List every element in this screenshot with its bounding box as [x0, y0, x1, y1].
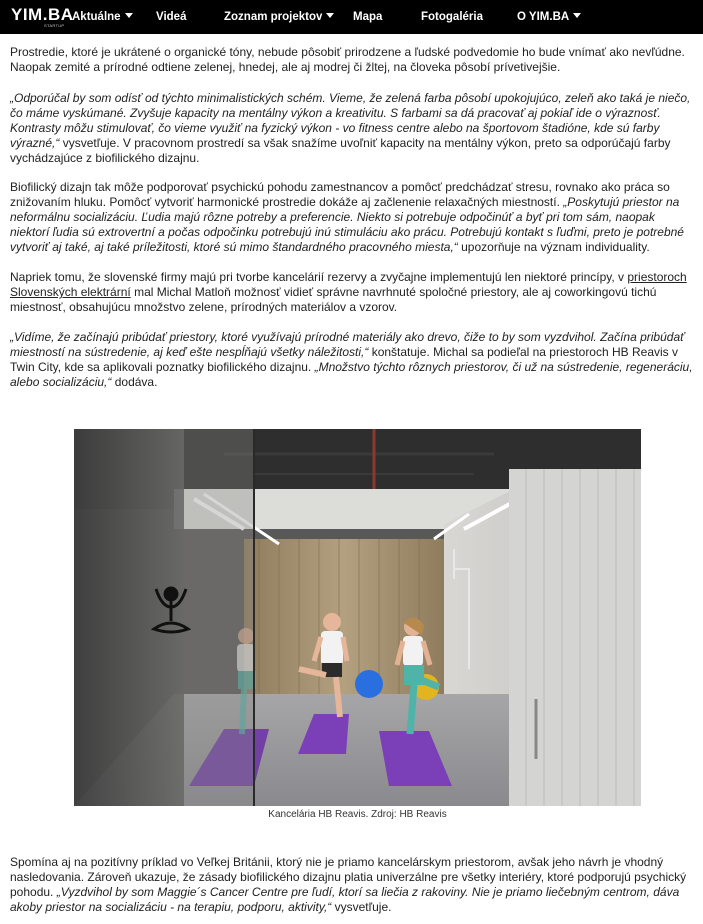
article-paragraph	[10, 180, 693, 255]
nav-item-label: Aktuálne	[72, 11, 121, 23]
paragraph-text: konštatuje. Michal sa podieľal na priestoroch HB Reavis v Twin City, kde sa aplikovali poznatky biofilického dizajnu.	[10, 345, 679, 374]
paragraph-text: Napriek tomu, že slovenské firmy majú pri tvorbe kancelárií rezervy a zvyčajne implementujú len niektoré princípy, v	[10, 270, 628, 284]
article-link[interactable]: priestoroch Slovenských elektrární	[10, 270, 687, 299]
nav-item-label: Mapa	[353, 11, 383, 23]
article-paragraph	[10, 45, 693, 75]
article-paragraph	[10, 270, 693, 315]
paragraph-text: upozorňuje na význam individuality.	[457, 240, 650, 254]
site-logo[interactable]: YIM.BA	[11, 5, 74, 24]
chevron-down-icon	[573, 13, 581, 18]
article-photo	[74, 429, 641, 806]
paragraph-text: mal Michal Matloň možnosť vidieť správne navrhnuté spoločné priestory, ale aj coworkingovú tichú miestnosť, obsahujúcu množstvo zelene, prírodných materiálov a vzorov.	[10, 285, 657, 314]
photo-caption: Kancelária HB Reavis. Zdroj: HB Reavis	[268, 809, 447, 820]
article-paragraph	[10, 855, 693, 915]
logo-tagline: STARTUP	[44, 23, 65, 28]
nav-item-mapa[interactable]	[353, 0, 382, 34]
nav-item-videa[interactable]	[156, 0, 186, 34]
paragraph-text: dodáva.	[111, 375, 158, 389]
paragraph-text: Spomína aj na pozitívny príklad vo Veľkej Británii, ktorý nie je priamo kancelárskym priestorom, avšak jeho návrh je vhodný nasledovania. Zároveň ukazuje, že zásady biofilického dizajnu platia univerzálne pre všetky interiéry, ktoré podporujú psychický pohodu.	[10, 855, 687, 899]
quote-text: „Poskytujú priestor na neformálnu socializáciu. Ľudia majú rôzne potreby a preferencie. Niekto si potrebuje odpočinúť a byť pri tom sám, naopak niektorí ľudia sú extrovertní a počas odpočinku potrebujú inú stimuláciu ako prácu. Potrebujú kontakt s ľuďmi, preto je potrebné vytvoriť aj také, aj také príležitosti, ktoré sú mimo štandardného pracovného miesta,“	[10, 195, 684, 254]
nav-item-label: Videá	[156, 11, 187, 23]
nav-item-label: Zoznam projektov	[224, 11, 323, 23]
quote-text: „Vyzdvihol by som Maggie´s Cancer Centre pre ľudí, ktorí sa liečia z rakoviny. Nie je priamo liečebným centrom, dáva akoby priestor na socializáciu - na terapiu, podporu, aktivity,“	[10, 885, 680, 914]
chevron-down-icon	[125, 13, 133, 18]
top-nav	[0, 0, 703, 34]
nav-item-zoznam-projektov[interactable]	[224, 0, 334, 34]
paragraph-text: vysvetľuje.	[331, 900, 392, 914]
nav-item-fotogaleria[interactable]	[421, 0, 483, 34]
quote-text: „Množstvo týchto rôznych priestorov, či už na sústredenie, regeneráciu, alebo socializáciu,“	[10, 360, 693, 389]
quote-text: „Vidíme, že začínajú pribúdať priestory, ktoré využívajú prírodné materiály ako drevo, čiže to by som vyzdvihol. Začína pribúdať miestností na sústredenie, aj keď ešte nespĺňajú všetky náležitosti,“	[10, 330, 685, 359]
paragraph-text: Prostredie, ktoré je ukrátené o organické tóny, nebude pôsobiť prirodzene a ľudské podvedomie ho bude vnímať ako nevľúdne. Naopak zemité a prírodné odtiene zelenej, hnedej, ale aj modrej či žltej, na človeka pôsobí prívetivejšie.	[10, 45, 685, 74]
chevron-down-icon	[326, 13, 334, 18]
paragraph-text: vysvetľuje. V pracovnom prostredí sa však snažíme uvoľniť kapacity na mentálny výkon, preto sa odporúčajú farby vychádzajúce z biofilického dizajnu.	[10, 136, 671, 165]
nav-item-label: Fotogaléria	[421, 11, 483, 23]
nav-item-o-yimba[interactable]	[517, 0, 581, 34]
paragraph-text: Biofilický dizajn tak môže podporovať psychickú pohodu zamestnancov a pomôcť predchádzať stresu, rovnako ako práca so znižovaním hluku. Pomôcť vytvoriť harmonické prostredie dokáže aj začlenenie relaxačných miestností.	[10, 180, 670, 209]
article-paragraph	[10, 330, 693, 390]
nav-item-aktualne[interactable]	[72, 0, 133, 34]
office-yoga-room-image	[74, 429, 641, 806]
nav-item-label: O YIM.BA	[517, 11, 570, 23]
quote-text: „Odporúčal by som odísť od týchto minimalistických schém. Vieme, že zelená farba pôsobí upokojujúco, zeleň ako taká je niečo, čo máme vyskúmané. Zvyšuje kapacity na mentálny výkon a kreativitu. S farbami sa dá pracovať aj pokiaľ ide o výraznosť. Kontrasty môžu stimulovať, čo vieme využiť na fyzický výkon - vo fitness centre alebo na športovom štadióne, kde sú farby výrazné,“	[10, 91, 691, 150]
article-paragraph	[10, 91, 693, 166]
